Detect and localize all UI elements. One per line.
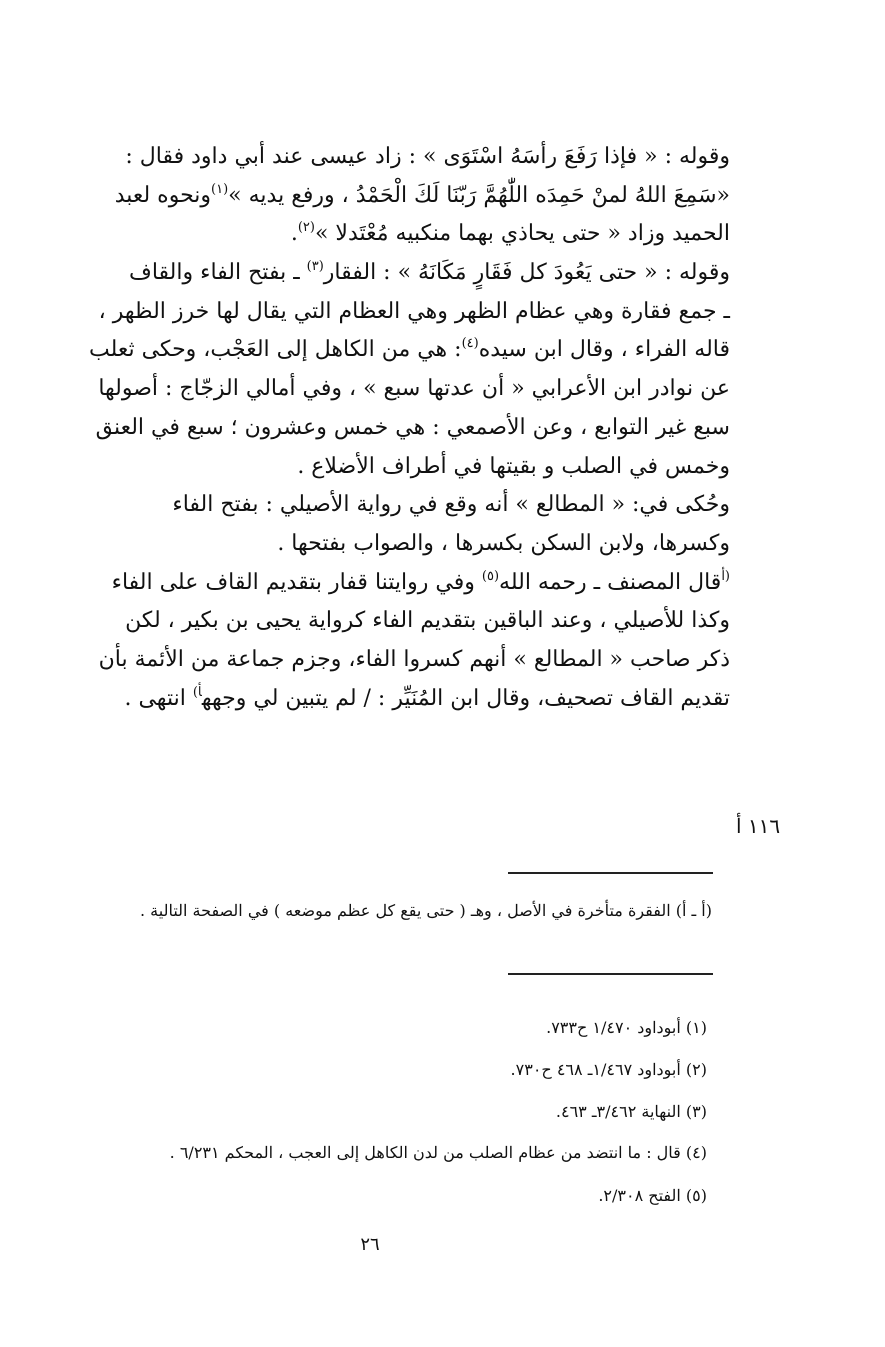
- line-text: : هي من الكاهل إلى العَجْب، وحكى ثعلب: [88, 337, 462, 363]
- footnote: (٢) أبوداود ١/٤٦٧ـ ٤٦٨ ح٧٣٠.: [510, 1060, 707, 1079]
- line-text: ونحوه لعبد: [114, 182, 212, 208]
- line-text: وقوله : « فإذا رَفَعَ رأسَهُ اسْتَوَى » : زاد عيسى عند أبي داود فقال :: [125, 144, 730, 169]
- text-line: [62, 293, 730, 332]
- text-line: [62, 486, 730, 525]
- line-text: .: [290, 221, 298, 247]
- text-line: [62, 602, 730, 641]
- main-text: [62, 138, 730, 718]
- footnote-divider: [508, 973, 713, 975]
- line-text: ذكر صاحب « المطالع » أنهم كسروا الفاء، وجزم جماعة من الأئمة بأن: [98, 646, 730, 672]
- variant-marker: (أ: [721, 568, 730, 584]
- variant-note: (أ ـ أ) الفقرة متأخرة في الأصل ، وهـ ( حتى يقع كل عظم موضعه ) في الصفحة التالية .: [139, 901, 712, 920]
- line-text: الحميد وزاد « حتى يحاذي بهما منكبيه مُعْتَدلا »: [314, 221, 730, 247]
- line-text: وكسرها، ولابن السكن بكسرها ، والصواب بفتحها .: [277, 530, 730, 556]
- line-text: قاله الفراء ، وقال ابن سيده: [478, 337, 730, 363]
- footnote-divider: [508, 872, 713, 874]
- footnote-marker: (٤): [461, 336, 479, 352]
- text-line: [62, 370, 730, 409]
- footnote-marker: (٥): [481, 568, 500, 584]
- manuscript-folio-reference: ١١٦ أ: [736, 814, 781, 838]
- line-text: تقديم القاف تصحيف، وقال ابن المُنَيِّر : / لم يتبين لي وجهه: [201, 685, 730, 711]
- footnote-marker: (١): [211, 181, 229, 197]
- line-text: وخمس في الصلب و بقيتها في أطراف الأضلاع .: [297, 453, 730, 479]
- footnote: (١) أبوداود ١/٤٧٠ ح٧٣٣.: [546, 1018, 707, 1037]
- text-line: [62, 215, 730, 254]
- line-text: ـ بفتح الفاء والقاف: [129, 260, 300, 286]
- page-number: ٢٦: [360, 1234, 380, 1255]
- text-line: [62, 177, 730, 216]
- line-text: وقوله : « حتى يَعُودَ كل فَقَارٍ مَكَانَهُ » : الفقار: [323, 260, 730, 286]
- text-line: [62, 525, 730, 564]
- line-text: قال المصنف ـ رحمه الله: [499, 569, 722, 595]
- text-line: [62, 331, 730, 370]
- text-line: [62, 448, 730, 487]
- footnote: (٥) الفتح ٢/٣٠٨.: [598, 1186, 707, 1205]
- variant-marker: أ): [192, 684, 202, 700]
- line-text: انتهى .: [124, 685, 186, 711]
- line-text: عن نوادر ابن الأعرابي « أن عدتها سبع » ، وفي أمالي الزجّاج : أصولها: [98, 376, 730, 402]
- line-text: سبع غير التوابع ، وعن الأصمعي : هي خمس وعشرون ؛ سبع في العنق: [95, 414, 730, 440]
- footnote-marker: (٢): [297, 220, 315, 236]
- text-line: [62, 564, 730, 603]
- footnote: (٣) النهاية ٣/٤٦٢ـ ٤٦٣.: [555, 1102, 707, 1121]
- footnote: (٤) قال : ما انتضد من عظام الصلب من لدن الكاهل إلى العجب ، المحكم ٦/٢٣١ .: [169, 1143, 707, 1162]
- line-text: وكذا للأصيلي ، وعند الباقين بتقديم الفاء كرواية يحيى بن بكير ، لكن: [125, 608, 730, 634]
- line-text: وفي روايتنا قفار بتقديم القاف على الفاء: [111, 569, 475, 595]
- text-line: [62, 138, 730, 177]
- line-text: ـ جمع فقارة وهي عظام الظهر وهي العظام التي يقال لها خرز الظهر ،: [98, 298, 730, 324]
- text-line: [62, 680, 730, 719]
- text-line: [62, 409, 730, 448]
- line-text: وحُكى في: « المطالع » أنه وقع في رواية الأصيلي : بفتح الفاء: [172, 492, 730, 518]
- footnote-marker: (٣): [306, 259, 324, 275]
- line-text: «سَمِعَ اللهُ لمنْ حَمِدَه اللّٰهُمَّ رَبّنَا لَكَ الْحَمْدُ ، ورفع يديه »: [228, 182, 730, 208]
- text-line: [62, 641, 730, 680]
- text-line: [62, 254, 730, 293]
